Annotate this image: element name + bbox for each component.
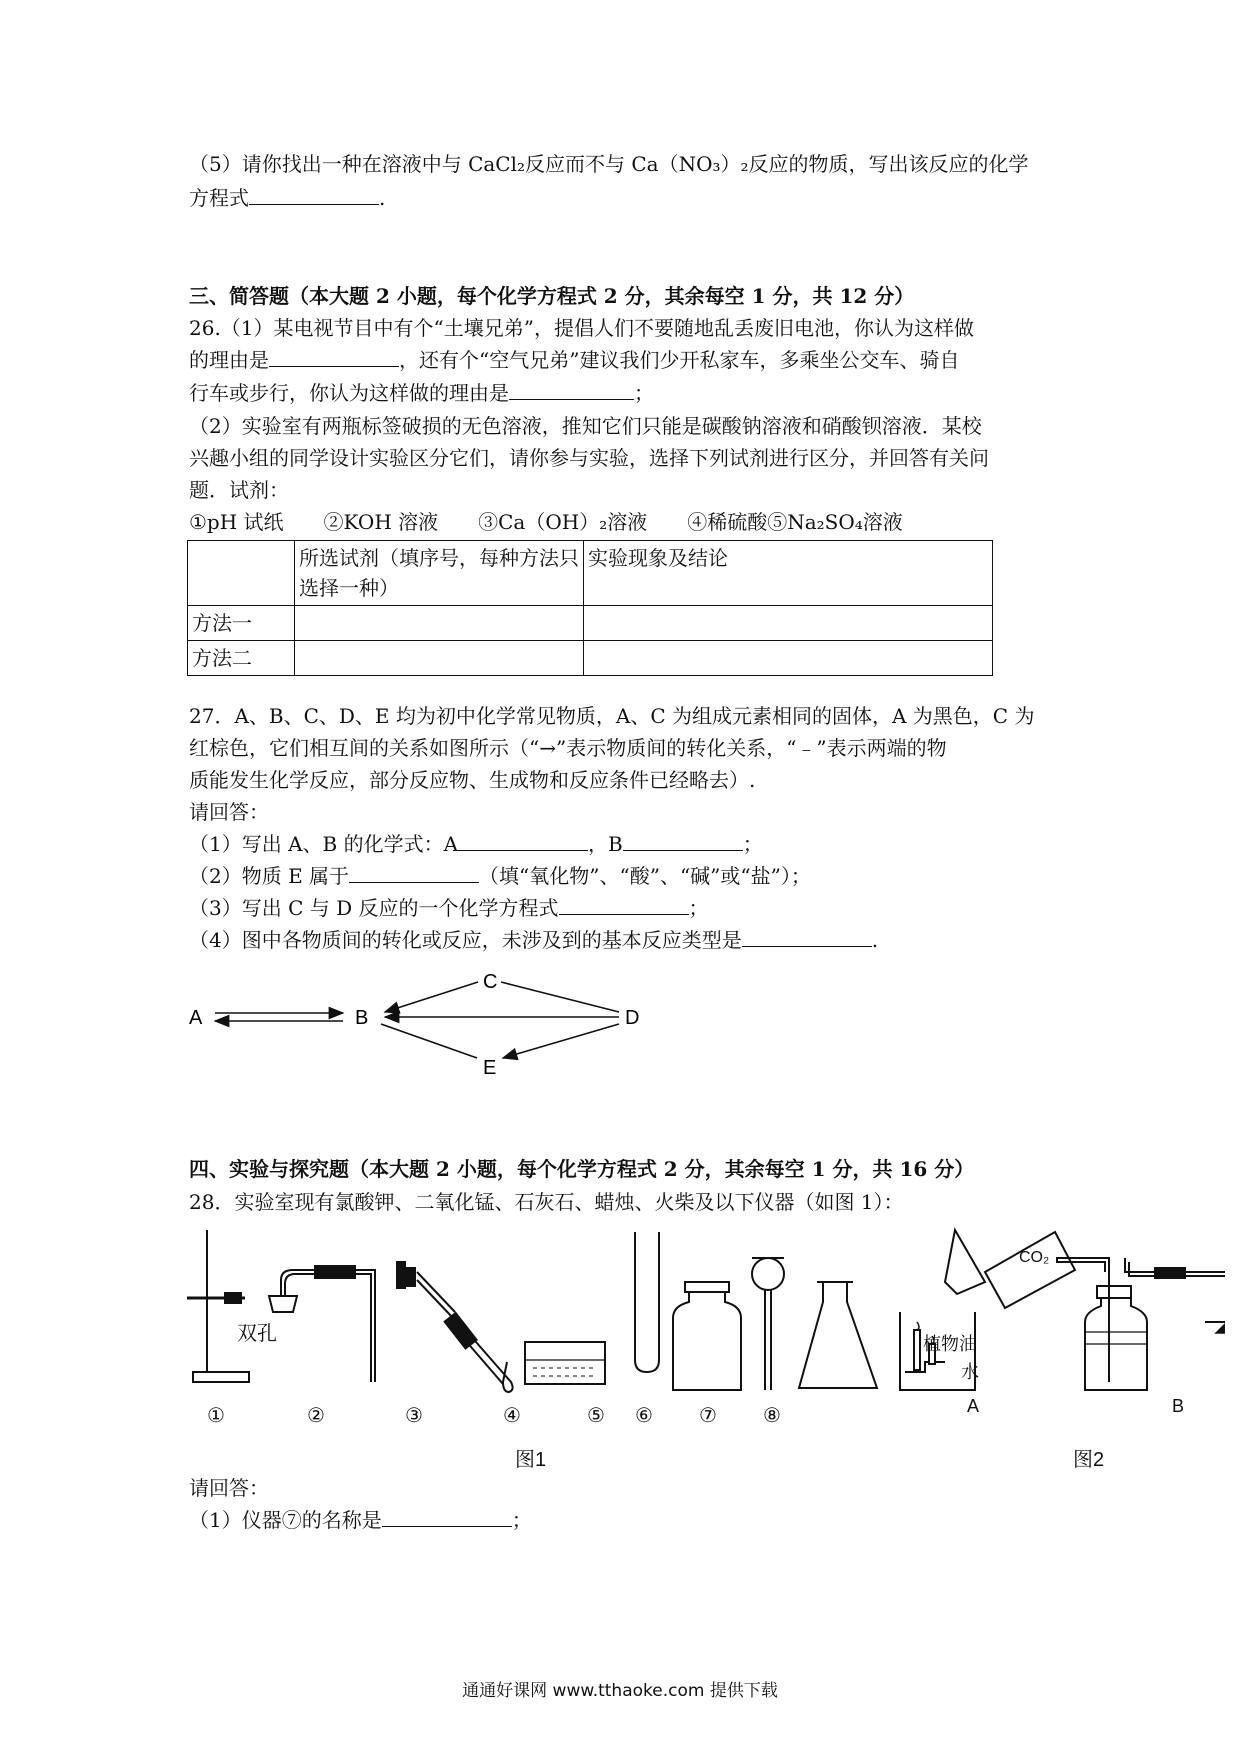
q28-prompt: 请回答： xyxy=(189,1476,269,1500)
q26-line3-a: 行车或步行，你认为这样做的理由是 xyxy=(189,381,509,405)
q26-line2-a: 的理由是 xyxy=(189,348,269,372)
q27-s3-a: （3）写出 C 与 D 反应的一个化学方程式 xyxy=(189,896,559,920)
table-cell[interactable] xyxy=(295,641,584,676)
table-cell xyxy=(188,541,295,606)
water-trough-icon xyxy=(525,1342,605,1384)
bent-tube-icon xyxy=(397,1262,513,1392)
q26-line3-end: ； xyxy=(634,381,654,405)
conical-flask-icon xyxy=(799,1282,877,1388)
q27-s4-a: （4）图中各物质间的转化或反应，未涉及到的基本反应类型是 xyxy=(189,928,742,952)
num-6: ⑥ xyxy=(635,1405,653,1427)
q27-line2: 红棕色，它们相互间的关系如图所示（“→”表示物质间的转化关系，“﹣”表示两端的物 xyxy=(189,736,947,760)
node-b: B xyxy=(355,1007,369,1029)
q26-line6: 题．试剂： xyxy=(189,478,289,502)
q26-line1: 26.（1）某电视节目中有个“土壤兄弟”，提倡人们不要随地乱丢废旧电池，你认为这样做 xyxy=(189,316,974,340)
iron-stand-icon xyxy=(187,1230,249,1382)
q28-s1-end: ； xyxy=(511,1508,532,1532)
q27-line1: 27．A、B、C、D、E 均为初中化学常见物质，A、C 为组成元素相同的固体，A 为黑色，C 为 xyxy=(189,704,1035,728)
num-5: ⑤ xyxy=(587,1405,605,1427)
answer-blank xyxy=(382,1508,512,1527)
line-b-e xyxy=(381,1024,477,1058)
q27-s1-a: （1）写出 A、B 的化学式：A xyxy=(189,832,459,856)
answer-blank xyxy=(623,832,743,851)
cylinder-mark-icon: ◢ xyxy=(1214,1319,1225,1335)
node-d: D xyxy=(625,1007,640,1029)
q25-line2-text: 方程式 xyxy=(189,186,249,210)
label-b: B xyxy=(1172,1396,1185,1416)
num-7: ⑦ xyxy=(699,1405,717,1427)
label-shuangkong: 双孔 xyxy=(237,1323,277,1345)
q28-s1 xyxy=(189,1506,532,1534)
q25-line1: （5）请你找出一种在溶液中与 CaCl₂反应而不与 Ca（NO₃）₂反应的物质，写出该反应的化学 xyxy=(189,152,1029,176)
arrow-c-to-b xyxy=(385,982,478,1012)
q25-line2 xyxy=(189,184,385,212)
answer-blank xyxy=(349,864,479,883)
answer-blank xyxy=(249,186,379,205)
q28-line1: 28．实验室现有氯酸钾、二氧化锰、石灰石、蜡烛、火柴及以下仪器（如图 1）： xyxy=(189,1190,904,1214)
table-cell[interactable] xyxy=(295,606,584,641)
q27-s3 xyxy=(189,894,709,922)
answer-blank xyxy=(458,832,588,851)
table-row-label: 方法二 xyxy=(188,641,295,676)
q26-line3 xyxy=(189,379,654,407)
relationship-diagram xyxy=(185,970,655,1085)
q27-s3-end: ； xyxy=(688,896,709,920)
q28-s1-a: （1）仪器⑦的名称是 xyxy=(189,1508,382,1532)
q26-reagents: ①pH 试纸 ②KOH 溶液 ③Ca（OH）₂溶液 ④稀硫酸⑤Na₂SO₄溶液 xyxy=(189,510,903,534)
apparatus-figure xyxy=(185,1222,1230,1484)
fig1-label: 图1 xyxy=(515,1449,547,1471)
num-4: ④ xyxy=(503,1405,521,1427)
answer-blank xyxy=(269,348,399,367)
answer-blank xyxy=(509,381,634,400)
label-water: 水 xyxy=(961,1362,979,1382)
fig2-label: 图2 xyxy=(1073,1449,1105,1471)
node-e: E xyxy=(483,1057,497,1079)
co2-bottle-icon xyxy=(945,1230,1075,1308)
q27-s4-end: . xyxy=(871,928,879,952)
page-footer: 通通好课网 www.tthaoke.com 提供下载 xyxy=(462,1681,778,1701)
table-row xyxy=(188,606,993,641)
q27-s2-b: （填“氧化物”、“酸”、“碱”或“盐”）； xyxy=(479,864,811,888)
section3-heading: 三、简答题（本大题 2 小题，每个化学方程式 2 分，其余每空 1 分，共 12 分） xyxy=(189,284,915,308)
num-8: ⑧ xyxy=(763,1405,781,1427)
table-cell[interactable] xyxy=(584,641,993,676)
answer-blank xyxy=(742,928,872,947)
q27-s2 xyxy=(189,862,811,890)
label-oil: 植物油 xyxy=(923,1334,977,1354)
arrow-d-to-e xyxy=(503,1024,619,1058)
node-c: C xyxy=(483,971,498,993)
test-tube-icon xyxy=(635,1232,659,1372)
table-header-reagent: 所选试剂（填序号，每种方法只选择一种） xyxy=(295,541,584,606)
reagent-table xyxy=(187,540,993,676)
table-header-result: 实验现象及结论 xyxy=(584,541,993,606)
line-c-d xyxy=(501,982,619,1012)
gas-bottle-icon xyxy=(1057,1258,1225,1390)
q27-s1-b: ，B xyxy=(588,832,623,856)
q25-line2-end: . xyxy=(379,186,386,210)
funnel-icon xyxy=(752,1258,784,1390)
section4-heading: 四、实验与探究题（本大题 2 小题，每个化学方程式 2 分，其余每空 1 分，共 16 分） xyxy=(189,1157,975,1181)
q26-line4: （2）实验室有两瓶标签破损的无色溶液，推知它们只能是碳酸钠溶液和硝酸钡溶液．某校 xyxy=(189,414,982,438)
label-co2: CO₂ xyxy=(1019,1249,1050,1266)
label-a: A xyxy=(967,1396,980,1416)
num-3: ③ xyxy=(405,1405,423,1427)
q26-line2-b: ，还有个“空气兄弟”建议我们少开私家车，多乘坐公交车、骑自 xyxy=(399,348,960,372)
q26-line2 xyxy=(189,346,959,374)
num-1: ① xyxy=(207,1405,225,1427)
q26-line5: 兴趣小组的同学设计实验区分它们，请你参与实验，选择下列试剂进行区分，并回答有关问 xyxy=(189,446,989,470)
bottle-icon xyxy=(673,1282,741,1390)
table-row-label: 方法一 xyxy=(188,606,295,641)
num-2: ② xyxy=(307,1405,325,1427)
node-a: A xyxy=(189,1007,203,1029)
q27-prompt: 请回答： xyxy=(189,800,269,824)
q27-s1-end: ； xyxy=(742,832,763,856)
q27-s4 xyxy=(189,926,878,954)
stopper-tube-icon xyxy=(269,1266,375,1382)
table-cell[interactable] xyxy=(584,606,993,641)
q27-line3: 质能发生化学反应，部分反应物、生成物和反应条件已经略去）. xyxy=(189,768,756,792)
q27-s1 xyxy=(189,830,763,858)
table-row xyxy=(188,641,993,676)
q27-s2-a: （2）物质 E 属于 xyxy=(189,864,350,888)
table-row xyxy=(188,541,993,606)
answer-blank xyxy=(559,896,689,915)
